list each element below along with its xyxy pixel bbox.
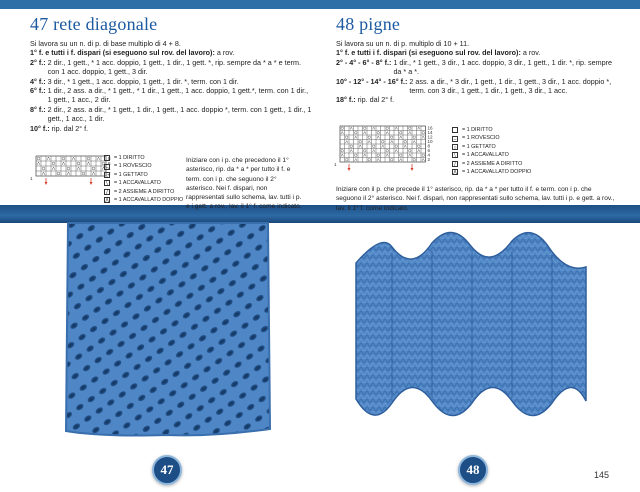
pattern-47-chart-grid	[30, 152, 111, 192]
instruction-text: 3 dir., * 1 gett., 1 acc. doppio, 1 gett., 1 dir. *, term. con 1 dir.	[47, 76, 239, 86]
legend-item	[104, 162, 183, 170]
legend-item	[452, 126, 531, 134]
legend-symbol-icon: \	[104, 180, 110, 186]
chart-row-number: 12	[427, 134, 433, 140]
repeat-arrow-head-icon	[348, 168, 351, 171]
legend-label: = 1 ACCAVALLATO	[462, 152, 509, 159]
instruction-label: 6° f.:	[30, 86, 46, 96]
legend-label: = 1 DIRITTO	[114, 155, 145, 161]
instruction-text: 2 dir., 2 ass. a dir., * 1 gett., 1 dir., 1 gett., 1 acc. doppio *, term. con 1 gett., 1 dir., 1 gett., 1 acc., 1 dir.	[47, 104, 312, 124]
chart-row-number: 14	[427, 130, 433, 135]
instruction-text: 2 ass. a dir., * 3 dir., 1 gett., 1 dir., 1 gett., 3 dir., 1 acc. doppio *, term. con 3 dir., 1 gett., 1 dir., 1 gett., 3 dir., 1 acc.	[409, 76, 612, 96]
legend-label: = 1 DIRITTO	[462, 127, 493, 133]
legend-symbol-icon: ○	[105, 173, 109, 180]
instruction-text: 1 dir., * 1 gett., 3 dir., 1 acc. doppio, 3 dir., 1 gett., 1 dir. *, rip. sempre da * a *.	[393, 57, 612, 77]
instruction-row	[30, 77, 312, 86]
chart-row-number: 16	[427, 125, 433, 131]
legend-label: = 1 ROVESCIO	[114, 163, 152, 170]
legend-symbol-icon	[452, 127, 458, 133]
pattern-47-number-badge: 47	[152, 455, 182, 485]
chart-row-number: 2	[427, 157, 431, 162]
instruction-label: 4° f.:	[30, 76, 46, 86]
chart-row-number: 6	[427, 148, 431, 153]
instruction-row	[336, 48, 620, 57]
legend-label: = 1 ACCAVALLATO DOPPIO	[114, 197, 184, 204]
knit-mesh-illustration	[62, 223, 274, 438]
chart-row-number: 6	[108, 161, 111, 166]
instruction-label: 8° f.:	[30, 104, 46, 114]
instruction-row	[336, 58, 620, 77]
instruction-label: 1° f. e tutti i f. dispari (si eseguono sul rov. del lavoro):	[30, 48, 215, 58]
legend-item	[104, 179, 183, 187]
instruction-text: a rov.	[522, 48, 541, 58]
instruction-row	[30, 48, 312, 57]
legend-label: = 1 ROVESCIO	[462, 135, 500, 142]
pattern-47-intro: Si lavora su un n. di p. di base multiplo di 4 + 8.	[30, 39, 181, 48]
legend-item	[104, 171, 183, 179]
pattern-48-swatch-photo	[352, 223, 590, 433]
repeat-arrow-head-icon	[90, 182, 93, 185]
instruction-text: a rov.	[216, 48, 235, 58]
pattern-47-title: 47 rete diagonale	[30, 14, 158, 34]
legend-symbol-icon: /	[104, 189, 110, 195]
repeat-arrow-head-icon	[45, 182, 48, 185]
top-color-bar	[0, 0, 640, 9]
legend-item	[104, 154, 183, 162]
legend-symbol-icon: –	[105, 164, 109, 171]
chart-start-row-number: 1	[30, 176, 33, 181]
instruction-text: 2 dir., 1 gett., * 1 acc. doppio, 1 gett., 1 dir., 1 gett. *, rip. sempre da * a * e term. con 1 acc. doppio, 1 gett., 3 dir.	[47, 57, 301, 77]
instruction-label: 10° - 12° - 14° - 16° f.:	[336, 76, 408, 86]
instruction-row	[30, 124, 312, 133]
repeat-arrow-head-icon	[411, 168, 414, 171]
instruction-row	[30, 58, 312, 77]
instruction-text: rip. dal 2° f.	[357, 95, 395, 105]
instruction-label: 1° f. e tutti i f. dispari (si eseguono sul rov. del lavoro):	[336, 48, 521, 58]
legend-label: = 2 ASSIEME A DIRITTO	[114, 188, 175, 195]
legend-item	[452, 168, 531, 176]
legend-item	[104, 196, 183, 204]
legend-label: = 1 GETTATO	[462, 143, 496, 150]
instruction-text: rip. dal 2° f.	[51, 123, 89, 133]
legend-symbol-icon: Λ	[453, 170, 457, 177]
legend-symbol-icon: /	[452, 161, 458, 167]
legend-item	[452, 160, 531, 168]
instruction-row	[30, 105, 312, 124]
chart-start-row-number: 1	[334, 162, 337, 167]
legend-item	[104, 188, 183, 196]
pattern-48-number-badge: 48	[458, 455, 488, 485]
pattern-48-chart	[336, 124, 448, 177]
chart-row-number: 8	[108, 156, 111, 161]
page-number: 145	[594, 470, 610, 480]
legend-item	[452, 143, 531, 151]
chart-row-number: 4	[427, 152, 431, 158]
legend-label: = 1 ACCAVALLATO DOPPIO	[462, 169, 532, 176]
pattern-48-legend	[452, 126, 531, 176]
legend-label: = 1 ACCAVALLATO	[114, 180, 161, 187]
pattern-48-title: 48 pigne	[336, 14, 401, 34]
pattern-48-text	[336, 14, 620, 105]
pattern-47-swatch-photo	[62, 223, 274, 438]
instruction-label: 2° f.:	[30, 57, 46, 67]
pattern-48-instructions	[336, 48, 620, 104]
legend-label: = 2 ASSIEME A DIRITTO	[462, 160, 523, 167]
instruction-row	[336, 77, 620, 96]
legend-symbol-icon: ○	[453, 145, 457, 152]
pattern-47-note: Iniziare con i p. che precedono il 1° asterisco, rip. da * a * per tutto il f. e term. con i p. che seguono il 2° asterisco. Nei f. dispari, non rappresentati sullo schema, lav. tutti i p. e i gett. a rov., lav. il 1° f. come indicato.	[186, 157, 302, 211]
instruction-label: 2° - 4° - 6° - 8° f.:	[336, 57, 392, 67]
pattern-48-chart-grid	[336, 124, 448, 172]
legend-symbol-icon	[104, 155, 110, 161]
legend-item	[452, 151, 531, 159]
pattern-47-chart	[30, 152, 111, 197]
instruction-label: 18° f.:	[336, 95, 356, 105]
chart-row-number: 10	[427, 139, 433, 144]
pattern-48-intro: Si lavora su un n. di p. multiplo di 10 + 11.	[336, 39, 470, 48]
pattern-47-instructions	[30, 48, 312, 133]
legend-item	[452, 134, 531, 142]
pattern-47-legend	[104, 154, 183, 204]
pattern-48-note: Iniziare con il p. che precede il 1° asterisco, rip. da * a * per tutto il f. e term. con i p. che seguono il 2° asterisco. Nei f. dispari, non rappresentati sullo schema, lav. tutti i p. e gett. a rov., lav. il 1° f. come indicato.	[336, 186, 615, 212]
instruction-text: 1 dir., 2 ass. a dir., * 1 gett., * 1 dir., 1 gett., 1 acc. doppio, 1 gett.*, term. con 1 dir., 1 gett., 1 acc., 2 dir.	[47, 86, 309, 105]
pattern-47-text	[30, 14, 312, 133]
chart-row-number: 8	[427, 143, 431, 149]
legend-label: = 1 GETTATO	[114, 171, 148, 178]
legend-symbol-icon: \	[452, 152, 458, 158]
chart-row-number: 2	[108, 171, 111, 176]
instruction-label: 10° f.:	[30, 123, 50, 133]
knit-scallop-illustration	[352, 223, 590, 433]
instruction-row	[30, 86, 312, 105]
chart-row-number: 4	[108, 166, 111, 171]
legend-symbol-icon: Λ	[105, 198, 109, 205]
legend-symbol-icon: –	[453, 136, 457, 143]
instruction-row	[336, 95, 620, 104]
